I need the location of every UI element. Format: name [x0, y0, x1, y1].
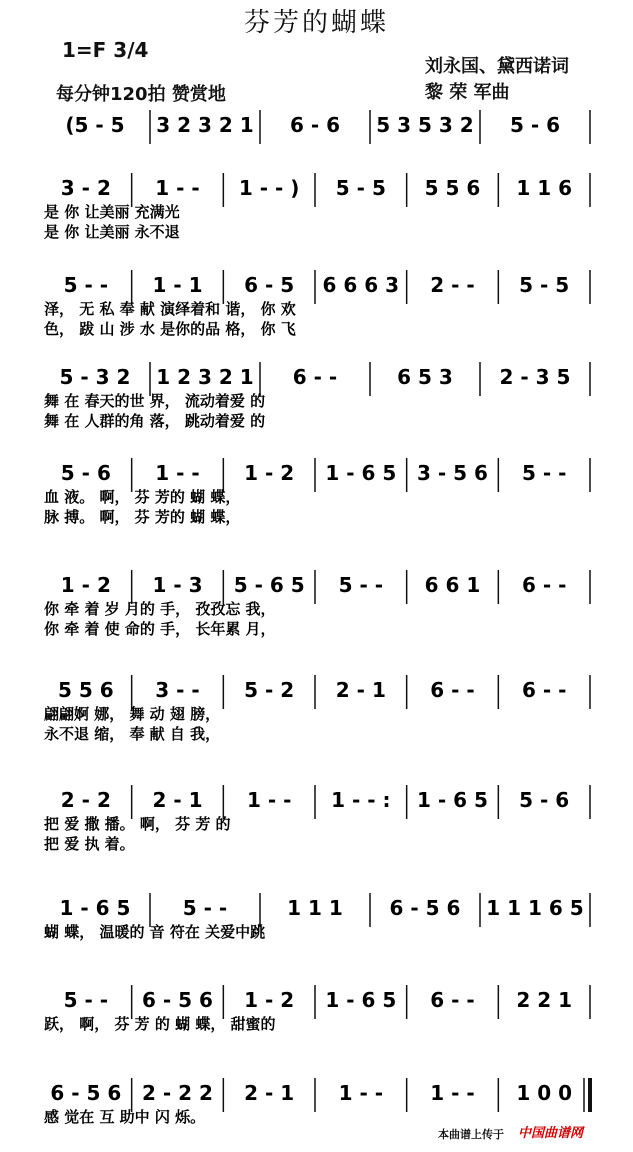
bar-notes: 1 - 2: [60, 573, 111, 597]
bar-notes: 1 - 2: [244, 988, 295, 1012]
bar-notes: 1 - 1: [152, 273, 203, 297]
lyric-line: 是 你 让美丽 充满光: [44, 203, 180, 221]
tempo-marking: 每分钟120拍 赞赏地: [56, 84, 226, 105]
lyric-line: 色， 跋 山 涉 水 是你的品 格， 你 飞: [44, 320, 296, 338]
bar-notes: 6 - 5 6: [50, 1081, 122, 1105]
key-time-signature: 1=F 3/4: [62, 38, 149, 62]
bar-notes: 5 5 6: [57, 678, 114, 702]
bar-notes: 2 - 2 2: [142, 1081, 213, 1105]
bar-notes: 2 2 1: [516, 988, 573, 1012]
lyric-line: 蝴 蝶， 温暖的 音 符在 关爱中跳: [44, 923, 266, 941]
score-row: [44, 1078, 590, 1126]
lyric-line: 你 牵 着 使 命的 手， 长年累 月，: [44, 620, 276, 638]
bar-notes: 3 2 3 2 1: [156, 113, 254, 137]
bar-notes: 6 - -: [521, 678, 567, 702]
bar-notes: 5 - -: [182, 896, 228, 920]
bar-notes: 2 - 1: [152, 788, 203, 812]
bar-notes: 5 - 5: [519, 273, 570, 297]
bar-notes: 6 - -: [430, 678, 475, 702]
bar-notes: 5 - 6: [60, 461, 111, 485]
lyric-line: 跃， 啊， 芬 芳 的 蝴 蝶， 甜蜜的: [44, 1015, 276, 1033]
upload-footer: 本曲谱上传于: [438, 1128, 504, 1141]
bar-notes: 6 - -: [521, 573, 567, 597]
bar-notes: 1 2 3 2 1: [156, 365, 254, 389]
bar-notes: 5 - 2: [244, 678, 295, 702]
bar-notes: 5 - 5: [335, 176, 386, 200]
lyric-line: 把 爱 执 着。: [44, 835, 135, 853]
bar-notes: 5 3 5 3 2: [376, 113, 474, 137]
bar-notes: 3 - -: [155, 678, 200, 702]
bar-notes: 2 - 1: [244, 1081, 295, 1105]
score-row: [44, 570, 590, 639]
lyric-line: 泽， 无 私 奉 献 演绎着和 谐， 你 欢: [44, 300, 296, 318]
bar-notes: 1 - -: [246, 788, 292, 812]
lyric-line: 舞 在 春天的世 界， 流动着爱 的: [44, 392, 266, 410]
bar-notes: 1 1 1: [287, 896, 343, 920]
bar-notes: 2 - 2: [60, 788, 111, 812]
bar-notes: 6 - 5 6: [389, 896, 461, 920]
bar-notes: 1 - 3: [152, 573, 203, 597]
composer-credit: 黎 荣 军曲: [425, 82, 510, 103]
score-row: [44, 458, 590, 527]
lyricist-credit: 刘永国、黛西诺词: [425, 56, 569, 77]
bar-notes: 6 5 3: [397, 365, 453, 389]
bar-notes: 5 - 3 2: [59, 365, 131, 389]
bar-notes: 6 - 6: [289, 113, 341, 137]
bar-notes: 1 1 6: [516, 176, 573, 200]
bar-notes: 5 - 6 5: [233, 573, 305, 597]
score-row: [44, 173, 590, 241]
lyric-line: 感 觉在 互 助中 闪 烁。: [44, 1108, 206, 1126]
bar-notes: 1 - 2: [244, 461, 295, 485]
lyric-line: 是 你 让美丽 永不退: [44, 223, 180, 241]
lyric-line: 脉 搏。 啊， 芬 芳的 蝴 蝶，: [44, 508, 241, 526]
lyric-line: 舞 在 人群的角 落， 跳动着爱 的: [44, 412, 266, 430]
bar-notes: 6 - -: [430, 988, 475, 1012]
bar-notes: 2 - -: [430, 273, 475, 297]
bar-notes: 5 - -: [63, 273, 109, 297]
bar-notes: 6 - 5: [244, 273, 295, 297]
bar-notes: 6 - 5 6: [142, 988, 213, 1012]
bar-notes: 6 6 1: [424, 573, 481, 597]
lyric-line: 把 爱 撒 播。 啊， 芬 芳 的: [44, 815, 231, 833]
score-row: [65, 110, 590, 144]
bar-notes: 1 - - :: [331, 788, 391, 812]
lyric-line: 你 牵 着 岁 月的 手， 孜孜忘 我，: [44, 600, 276, 618]
bar-notes: 1 - 6 5: [325, 988, 397, 1012]
bar-notes: 5 - -: [338, 573, 384, 597]
bar-notes: 2 - 1: [335, 678, 386, 702]
bar-notes: 1 - 6 5: [59, 896, 131, 920]
bar-notes: 1 - -: [338, 1081, 384, 1105]
bar-notes: 1 - -: [155, 461, 200, 485]
bar-notes: 3 - 5 6: [417, 461, 488, 485]
bar-notes: 5 - 6: [509, 113, 561, 137]
score-row: [44, 893, 590, 942]
bar-notes: 2 - 3 5: [499, 365, 571, 389]
score-row: [44, 675, 590, 744]
score-row: [44, 985, 590, 1034]
score-row: [44, 785, 590, 853]
bar-notes: 5 - -: [521, 461, 567, 485]
bar-notes: 5 - 6: [519, 788, 570, 812]
bar-notes: 1 - - ): [238, 176, 300, 200]
bar-notes: 5 - -: [63, 988, 109, 1012]
bar-notes: 1 - -: [430, 1081, 475, 1105]
site-logo: 中国曲谱网: [518, 1126, 584, 1141]
bar-notes: 1 1 1 6 5: [486, 896, 584, 920]
bar-notes: 1 0 0: [516, 1081, 573, 1105]
lyric-line: 血 液。 啊， 芬 芳的 蝴 蝶，: [44, 488, 241, 506]
lyric-line: 永不退 缩， 奉 献 自 我，: [44, 725, 221, 743]
bar-notes: 3 - 2: [60, 176, 111, 200]
bar-notes: (5 - 5: [65, 113, 125, 137]
bar-notes: 1 - -: [155, 176, 200, 200]
bar-notes: 1 - 6 5: [417, 788, 488, 812]
song-title: 芬芳的蝴蝶: [243, 8, 389, 38]
bar-notes: 1 - 6 5: [325, 461, 397, 485]
bar-notes: 6 6 6 3: [322, 273, 400, 297]
bar-notes: 5 5 6: [424, 176, 481, 200]
score-row: [44, 362, 590, 431]
bar-notes: 6 - -: [292, 365, 338, 389]
score-row: [43, 270, 590, 339]
lyric-line: 翩翩婀 娜， 舞 动 翅 膀，: [44, 705, 221, 723]
